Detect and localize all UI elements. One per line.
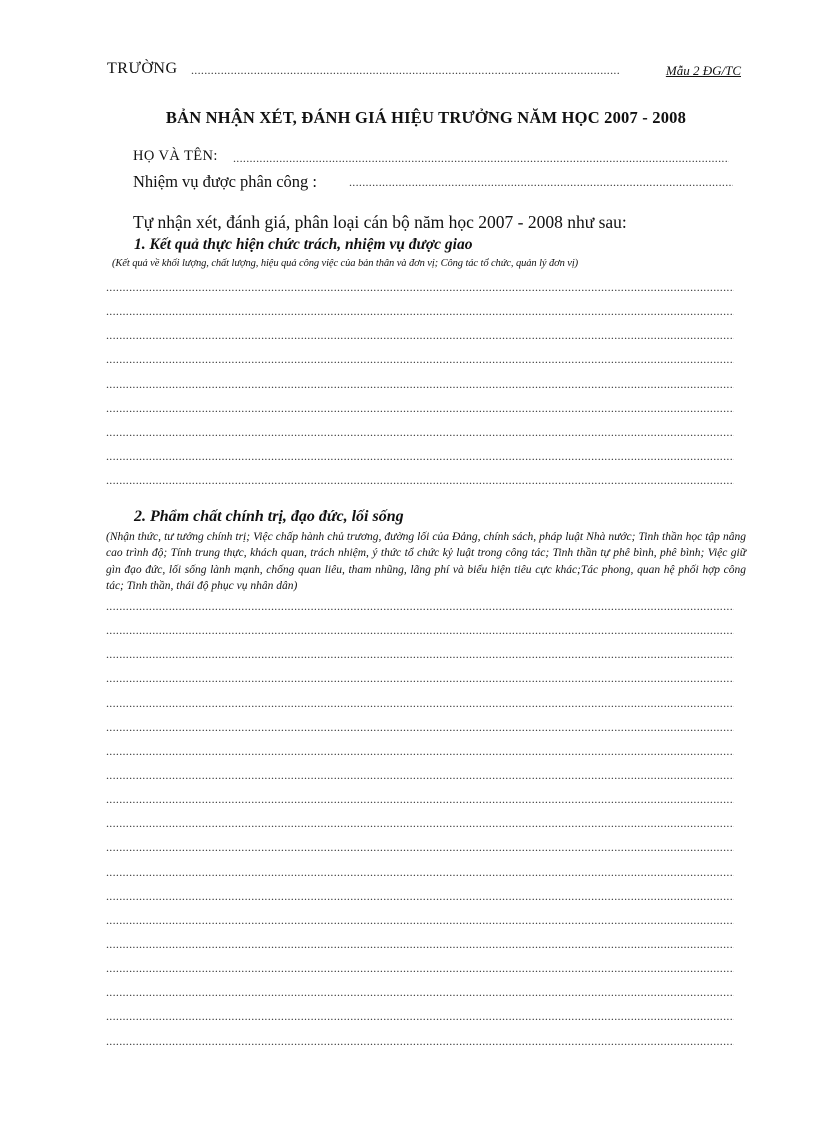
- section-2-answer-lines: [106, 600, 734, 1059]
- answer-line[interactable]: [106, 353, 734, 365]
- answer-line[interactable]: [106, 648, 734, 660]
- section-1-heading: 1. Kết quả thực hiện chức trách, nhiệm vụ được giao: [134, 236, 473, 253]
- form-code: Mẫu 2 ĐG/TC: [665, 63, 741, 78]
- duty-label: Nhiệm vụ được phân công :: [133, 172, 318, 191]
- section-1-note: (Kết quả về khối lượng, chất lượng, hiệu quả công việc của bản thân và đơn vị; Công tác tổ chức, quản lý đơn vị): [112, 258, 579, 269]
- answer-line[interactable]: [106, 672, 734, 684]
- answer-line[interactable]: [106, 305, 734, 317]
- section-2-note: (Nhận thức, tư tưởng chính trị; Việc chấp hành chủ trương, đường lối của Đảng, chính sách, pháp luật Nhà nước; Tinh thần học tập nâng cao trình độ; Tính trung thực, khách quan, trách nhiệm, ý thức tổ chức kỷ luật trong công tác; Tinh thần tự phê bình, phê bình; Việc giữ gìn đạo đức, lối sống lành mạnh, chống quan liêu, tham nhũng, lãng phí và biểu hiện tiêu cực khác;Tác phong, quan hệ phối hợp công tác; Tinh thần, thái độ phục vụ nhân dân): [106, 531, 746, 592]
- answer-line[interactable]: [106, 986, 734, 998]
- answer-line[interactable]: [106, 1010, 734, 1022]
- section-1-answer-lines: [106, 281, 734, 498]
- answer-line[interactable]: [106, 329, 734, 341]
- answer-line[interactable]: [106, 769, 734, 781]
- school-name-blank[interactable]: [191, 63, 619, 78]
- answer-line[interactable]: [106, 914, 734, 926]
- section-2-heading: 2. Phẩm chất chính trị, đạo đức, lối sống: [134, 508, 404, 525]
- answer-line[interactable]: [106, 624, 734, 636]
- answer-line[interactable]: [106, 866, 734, 878]
- answer-line[interactable]: [106, 402, 734, 414]
- answer-line[interactable]: [106, 600, 734, 612]
- intro-text: Tự nhận xét, đánh giá, phân loại cán bộ năm học 2007 - 2008 như sau:: [133, 212, 627, 232]
- name-blank[interactable]: [233, 151, 729, 166]
- page-header: [107, 60, 741, 84]
- answer-line[interactable]: [106, 378, 734, 390]
- answer-line[interactable]: [106, 817, 734, 829]
- answer-line[interactable]: [106, 890, 734, 902]
- name-field-row: [133, 148, 733, 170]
- answer-line[interactable]: [106, 962, 734, 974]
- duty-field-row: [133, 172, 733, 194]
- answer-line[interactable]: [106, 281, 734, 293]
- answer-line[interactable]: [106, 793, 734, 805]
- document-title: BẢN NHẬN XÉT, ĐÁNH GIÁ HIỆU TRƯỞNG NĂM HỌC 2007 - 2008: [165, 108, 687, 127]
- school-label: TRƯỜNG: [107, 60, 178, 77]
- answer-line[interactable]: [106, 745, 734, 757]
- answer-line[interactable]: [106, 938, 734, 950]
- answer-line[interactable]: [106, 450, 734, 462]
- name-label: HỌ VÀ TÊN:: [133, 148, 218, 164]
- answer-line[interactable]: [106, 841, 734, 853]
- answer-line[interactable]: [106, 426, 734, 438]
- answer-line[interactable]: [106, 1035, 734, 1047]
- duty-blank[interactable]: [349, 175, 733, 190]
- answer-line[interactable]: [106, 697, 734, 709]
- answer-line[interactable]: [106, 721, 734, 733]
- answer-line[interactable]: [106, 474, 734, 486]
